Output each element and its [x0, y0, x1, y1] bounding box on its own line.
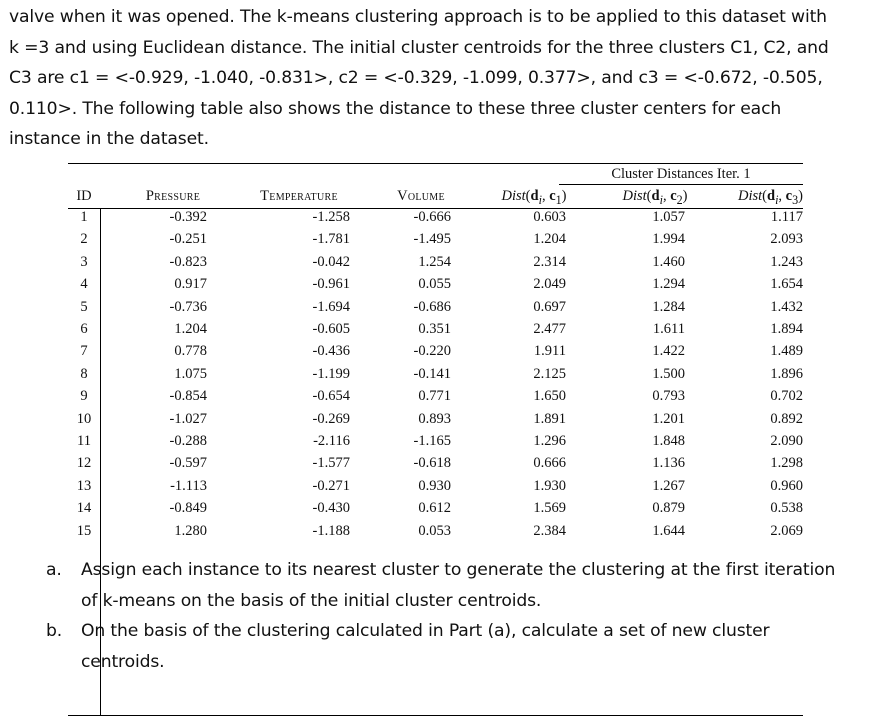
question-label: a. — [46, 560, 62, 580]
cell-volume: 1.254 — [418, 253, 451, 270]
cell-volume: -0.220 — [413, 343, 451, 360]
header-dist-c1: $Dist(d_i$, $c_1$) — [501, 188, 567, 207]
cell-temperature: -0.269 — [312, 410, 350, 427]
intro-line: C3 are c1 = <-0.929, -1.040, -0.831>, c2 = <-0.329, -1.099, 0.377>, and c3 = <-0.672, -0.505, — [9, 68, 823, 88]
cell-dist-c1: 0.603 — [533, 209, 566, 225]
cell-dist-c1: 2.477 — [533, 321, 566, 337]
cell-dist-c3: 1.298 — [770, 455, 803, 472]
table-row — [68, 455, 803, 477]
cell-volume: 0.771 — [418, 388, 451, 405]
cell-pressure: -0.288 — [169, 433, 207, 449]
table-row — [68, 209, 803, 231]
cell-id: 3 — [80, 253, 88, 270]
cell-id: 5 — [80, 298, 88, 315]
cell-volume: 0.053 — [418, 522, 451, 539]
group-header: Cluster Distances Iter. 1 — [611, 166, 751, 182]
cell-volume: -1.165 — [413, 433, 451, 449]
cell-id: 12 — [76, 455, 92, 472]
cell-pressure: -0.823 — [169, 253, 207, 270]
table-row — [68, 366, 803, 388]
cell-dist-c1: 1.911 — [533, 343, 566, 360]
cell-dist-c1: 2.384 — [533, 522, 566, 539]
cell-pressure: -1.027 — [169, 410, 207, 427]
cell-dist-c1: 1.930 — [533, 477, 566, 494]
cell-temperature: -0.436 — [312, 343, 350, 360]
cell-dist-c2: 1.294 — [652, 276, 685, 293]
cell-dist-c2: 1.848 — [652, 433, 685, 449]
cell-dist-c1: 1.650 — [533, 388, 566, 405]
intro-paragraph — [9, 2, 875, 155]
table-row — [68, 276, 803, 298]
cell-dist-c1: 1.204 — [533, 231, 566, 248]
header-dist-c3: $Dist(d_i$, $c_3$) — [737, 188, 803, 207]
question-b — [46, 616, 876, 677]
cell-id: 9 — [80, 388, 88, 405]
cell-volume: 0.893 — [418, 410, 451, 427]
intro-line: k =3 and using Euclidean distance. The initial cluster centroids for the three clusters C1, C2, and — [9, 37, 829, 58]
cell-temperature: -0.654 — [312, 388, 350, 405]
cell-temperature: -0.271 — [312, 477, 350, 494]
cell-id: 4 — [80, 276, 88, 293]
cell-dist-c3: 0.538 — [770, 500, 803, 517]
cell-temperature: -0.605 — [312, 321, 350, 337]
table-top-rule — [68, 163, 803, 164]
cell-dist-c2: 1.284 — [652, 298, 685, 315]
cell-id: 2 — [80, 231, 88, 248]
cell-dist-c2: 1.136 — [652, 455, 685, 472]
cell-temperature: -1.188 — [312, 522, 350, 539]
cell-dist-c1: 2.125 — [533, 365, 566, 382]
cell-dist-c3: 1.896 — [770, 365, 803, 382]
cell-dist-c3: 1.894 — [770, 321, 803, 337]
header-volume: Volume — [397, 188, 445, 204]
question-text-line: of k-means on the basis of the initial cluster centroids. — [81, 590, 542, 611]
cell-dist-c3: 0.702 — [770, 388, 803, 405]
cell-temperature: -0.430 — [312, 500, 350, 517]
cell-volume: 0.930 — [418, 477, 451, 494]
cell-volume: -0.141 — [413, 365, 451, 382]
cell-pressure: 0.917 — [174, 276, 207, 293]
cell-dist-c1: 1.569 — [533, 500, 566, 517]
table-row — [68, 254, 803, 276]
cell-pressure: 1.075 — [174, 365, 207, 382]
cell-id: 10 — [76, 410, 92, 427]
cell-id: 14 — [76, 500, 92, 517]
question-label: b. — [46, 621, 63, 641]
cell-dist-c3: 1.117 — [770, 209, 803, 225]
cell-dist-c2: 1.422 — [652, 343, 685, 360]
cell-pressure: -0.854 — [169, 388, 207, 405]
cell-dist-c2: 1.460 — [652, 253, 685, 270]
cell-pressure: -0.251 — [169, 231, 207, 248]
cell-dist-c3: 1.489 — [770, 343, 803, 360]
header-temperature: Temperature — [260, 188, 338, 204]
cell-dist-c3: 0.960 — [770, 477, 803, 494]
cell-volume: -0.686 — [413, 298, 451, 315]
cell-id: 7 — [80, 343, 88, 360]
cell-volume: 0.612 — [418, 500, 451, 517]
header-pressure: Pressure — [145, 188, 201, 204]
cell-id: 13 — [76, 477, 92, 494]
header-id: ID — [76, 188, 92, 204]
cell-dist-c2: 1.267 — [652, 477, 685, 494]
cell-dist-c3: 1.243 — [770, 253, 803, 270]
question-list — [46, 555, 876, 677]
cell-temperature: -1.199 — [312, 365, 350, 382]
cell-dist-c3: 1.654 — [770, 276, 803, 293]
cell-dist-c1: 1.891 — [533, 410, 566, 427]
cell-temperature: -1.694 — [312, 298, 350, 315]
table-row — [68, 388, 803, 410]
cell-temperature: -1.781 — [312, 231, 350, 248]
cell-dist-c3: 0.892 — [770, 410, 803, 427]
cell-pressure: -0.597 — [169, 455, 207, 472]
table-row — [68, 299, 803, 321]
cell-volume: -0.618 — [413, 455, 451, 472]
cell-dist-c2: 1.611 — [652, 321, 685, 337]
intro-line: instance in the dataset. — [9, 129, 209, 149]
table-row — [68, 321, 803, 343]
cell-pressure: -0.392 — [169, 209, 207, 225]
group-header-rule — [559, 184, 803, 185]
table-row — [68, 343, 803, 365]
cell-dist-c1: 2.314 — [533, 253, 566, 270]
cell-id: 6 — [80, 321, 88, 337]
cell-dist-c2: 1.994 — [652, 231, 685, 248]
cell-dist-c3: 2.090 — [770, 433, 803, 449]
cell-temperature: -1.577 — [312, 455, 350, 472]
intro-line: valve when it was opened. The k-means clustering approach is to be applied to this dataset with — [9, 7, 827, 27]
cell-dist-c1: 0.666 — [533, 455, 566, 472]
cell-dist-c1: 2.049 — [533, 276, 566, 293]
cell-pressure: -0.849 — [169, 500, 207, 517]
header-row — [68, 188, 803, 210]
cell-temperature: -0.042 — [312, 253, 350, 270]
question-text-line: On the basis of the clustering calculated in Part (a), calculate a set of new cluster — [81, 621, 770, 641]
cell-volume: 0.055 — [418, 276, 451, 293]
cell-dist-c2: 1.644 — [652, 522, 685, 539]
question-text-line: Assign each instance to its nearest cluster to generate the clustering at the first iteration — [81, 560, 836, 580]
cell-pressure: -1.113 — [170, 477, 207, 494]
cell-temperature: -0.961 — [312, 276, 350, 293]
cell-volume: -1.495 — [413, 231, 451, 248]
cell-pressure: 0.778 — [174, 343, 207, 360]
cell-id: 1 — [80, 209, 88, 225]
cell-pressure: 1.280 — [174, 522, 207, 539]
table-row — [68, 411, 803, 433]
cell-id: 11 — [77, 433, 91, 449]
cell-pressure: 1.204 — [174, 321, 207, 337]
cell-volume: 0.351 — [418, 321, 451, 337]
table-row — [68, 500, 803, 522]
cell-dist-c2: 1.057 — [652, 209, 685, 225]
table-row — [68, 478, 803, 500]
question-text-line: centroids. — [81, 651, 165, 672]
cell-dist-c1: 1.296 — [533, 433, 566, 449]
cell-dist-c3: 1.432 — [770, 298, 803, 315]
table-row — [68, 433, 803, 455]
cell-dist-c2: 1.500 — [652, 365, 685, 382]
cell-dist-c3: 2.069 — [770, 522, 803, 539]
cell-dist-c2: 0.879 — [652, 500, 685, 517]
cell-dist-c2: 1.201 — [652, 410, 685, 427]
cell-id: 15 — [76, 522, 92, 539]
cell-volume: -0.666 — [413, 209, 451, 225]
table-row — [68, 523, 803, 545]
cell-dist-c1: 0.697 — [533, 298, 566, 315]
question-a — [46, 555, 876, 616]
header-dist-c2: $Dist(d_i$, $c_2$) — [622, 188, 688, 207]
intro-line: 0.110>. The following table also shows the distance to these three cluster centers for each — [9, 98, 782, 119]
cell-dist-c3: 2.093 — [770, 231, 803, 248]
cell-dist-c2: 0.793 — [652, 388, 685, 405]
cell-pressure: -0.736 — [169, 298, 207, 315]
cell-temperature: -2.116 — [313, 433, 350, 449]
cell-temperature: -1.258 — [312, 209, 350, 225]
cell-id: 8 — [80, 365, 88, 382]
table-row — [68, 231, 803, 253]
